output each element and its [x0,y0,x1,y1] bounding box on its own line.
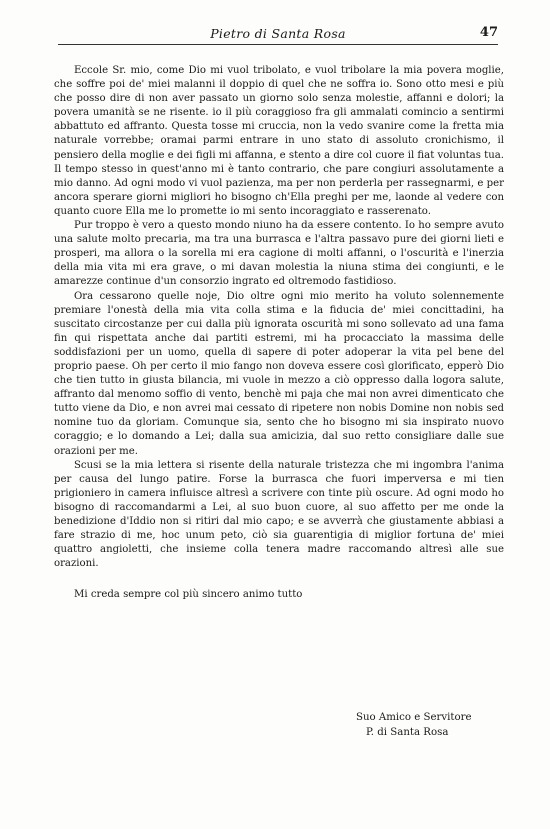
closing-line: Mi creda sempre col più sincero animo tutto [74,589,303,601]
letter-body [54,64,504,602]
page-number: 47 [479,25,498,40]
paragraph: Scusi se la mia lettera si risente della naturale tristezza che mi ingombra l'anima per causa del lungo patire. Forse la burrasca che fuori imperversa e mi tien prigioniero in camera influisce altresì a scrivere con tinte più oscure. Ad ogni modo ho bisogno di raccomandarmi a Lei, al suo buon cuore, al suo affetto per me onde la benedizione d'Iddio non si ritiri dal mio capo; e se avverrà che giustamente abbiasi a fare strazio di me, hoc unum peto, ciò sia guarentigia di miglior fortuna de' miei quattro angioletti, che insieme colla tenera madre raccomando altresì alle sue orazioni. [54,459,504,570]
paragraph: Ora cessarono quelle noje, Dio oltre ogni mio merito ha voluto solennemente premiare l'onestà della mia vita colla stima e la fiducia de' miei concittadini, ha suscitato circostanze per cui dalla più ignorata oscurità mi sono sollevato ad una fama fin qui rispettata anche dai partiti estremi, mi ha procacciato la massima delle soddisfazioni per un uomo, quella di sapere di poter adoperar la vita pel bene del proprio paese. Oh per certo il mio fango non doveva essere così glorificato, epperò Dio che tien tutto in giusta bilancia, mi vuole in mezzo a ciò oppresso dalla logora salute, affranto dal menomo soffio di vento, benchè mi paja che mai non avrei dimenticato che tutto viene da Dio, e non avrei mai cessato di ripetere non nobis Domine non nobis sed nomine tuo da gloriam. Comunque sia, sento che ho bisogno mi sia inspirato nuovo coraggio; e lo domando a Lei; dalla sua amicizia, dal suo retto consigliare dalle sue orazioni per me. [54,290,504,457]
signature-line: Suo Amico e Servitore [356,712,472,723]
paragraph: Pur troppo è vero a questo mondo niuno ha da essere contento. Io ho sempre avuto una salute molto precaria, ma tra una burrasca e l'altra passavo pure dei giorni lieti e prosperi, ma allora o la sorella mi era cagione di molti affanni, o l'oscurità e l'inerzia della mia vita mi era grave, o mi davan molestia la niuna stima dei congiunti, e le amarezze continue d'un consorzio ingrato ed oltremodo fastidioso. [54,220,504,288]
signature-block [356,710,472,740]
page-header [58,24,498,45]
running-title: Pietro di Santa Rosa [210,26,346,41]
paragraph: Eccole Sr. mio, come Dio mi vuol tribolato, e vuol tribolare la mia povera moglie, che soffre poi de' miei malanni il doppio di quel che ne soffra io. Sono otto mesi e più che posso dire di non aver passato un giorno solo senza molestie, affanni e dolori; la povera umanità se ne risente. io il più coraggioso fra gli ammalati comincio a sentirmi abbattuto ed affranto. Questa tosse mi cruccia, non la vedo svanire come la fretta mia naturale vorrebbe; oramai parmi entrare in uno stato di assoluto cronichismo, il pensiero della moglie e dei figli mi affanna, e stento a dire col cuore il fiat voluntas tua. Il tempo stesso in quest'anno mi è tanto contrario, che pare congiuri assolutamente a mio danno. Ad ogni modo vi vuol pazienza, ma per non perderla per rassegnarmi, e per ancora sperare giorni migliori ho bisogno ch'Ella preghi per me, laonde al vedere con quanto cuore Ella me lo promette io mi sento incoraggiato e rasserenato. [54,65,504,217]
signature-name: P. di Santa Rosa [366,727,449,738]
